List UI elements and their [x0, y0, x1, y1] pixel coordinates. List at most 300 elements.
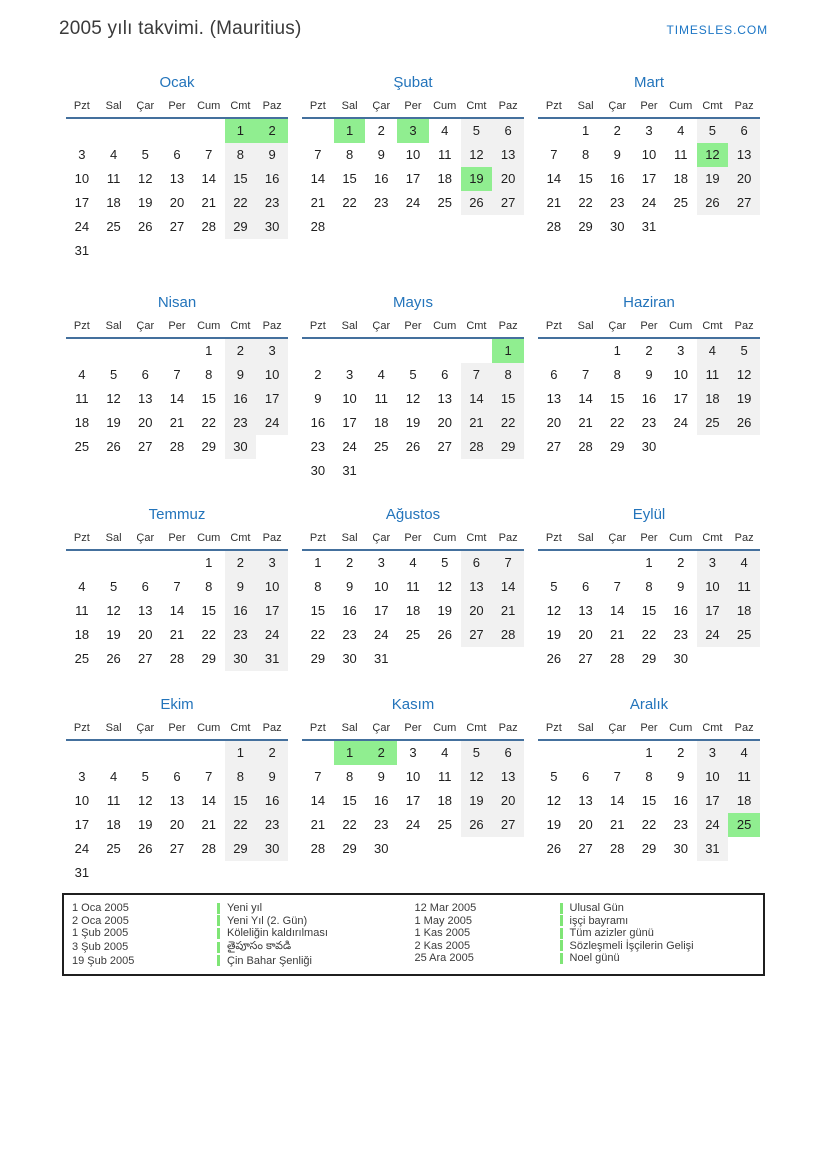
day-cell: 16	[374, 793, 389, 808]
day-cell: 5	[697, 119, 729, 143]
day-cell: 17	[697, 789, 729, 813]
day-cell: 14	[546, 171, 562, 186]
empty-cell	[728, 647, 760, 671]
day-cell: 7	[173, 367, 181, 382]
legend-column-1	[72, 902, 415, 967]
site-link[interactable]: TIMESLES.COM	[666, 23, 768, 37]
day-cell: 14	[169, 603, 185, 618]
legend-date: 1 May 2005	[414, 914, 472, 927]
legend-holiday-label: Ulusal Gün	[569, 902, 624, 915]
day-cell: 11	[106, 171, 121, 186]
day-cell: 23	[256, 813, 288, 837]
day-cell: 15	[201, 391, 216, 406]
month-title[interactable]: Aralık	[629, 696, 669, 713]
day-cell: 19	[546, 627, 562, 642]
empty-cell	[256, 239, 288, 263]
day-cell: 13	[169, 793, 185, 808]
empty-cell	[98, 119, 130, 143]
legend-holiday-name	[560, 952, 758, 964]
empty-cell	[365, 339, 397, 363]
day-cell: 6	[441, 367, 449, 382]
day-cell: 23	[673, 817, 688, 832]
month-days	[66, 551, 288, 671]
weekday-label: Cmt	[230, 100, 251, 112]
day-cell: 5	[141, 147, 149, 162]
day-cell: 27	[546, 439, 562, 454]
day-cell: 12	[106, 391, 121, 406]
day-cell: 26	[106, 651, 121, 666]
empty-cell	[429, 647, 461, 671]
day-cell: 6	[492, 741, 524, 765]
empty-cell	[129, 239, 161, 263]
day-cell: 14	[578, 391, 593, 406]
weekday-header	[302, 100, 524, 119]
day-cell: 12	[138, 793, 153, 808]
month-title[interactable]: Ağustos	[385, 506, 441, 523]
day-cell: 20	[492, 789, 524, 813]
day-cell: 16	[225, 387, 257, 411]
day-cell: 25	[697, 411, 729, 435]
weekday-header	[302, 722, 524, 741]
day-cell: 15	[578, 171, 593, 186]
empty-cell	[397, 837, 429, 861]
empty-cell	[334, 215, 366, 239]
weekday-label: Çar	[372, 100, 391, 112]
empty-cell	[538, 551, 570, 575]
empty-cell	[66, 551, 98, 575]
day-cell: 15	[342, 793, 357, 808]
empty-cell	[256, 435, 288, 459]
weekday-label: Cum	[669, 320, 693, 332]
empty-cell	[728, 837, 760, 861]
day-cell: 10	[641, 147, 657, 162]
day-cell: 25	[673, 195, 688, 210]
day-cell: 19	[437, 603, 452, 618]
weekday-label: Pzt	[73, 100, 90, 112]
empty-cell	[728, 435, 760, 459]
day-cell: 14	[201, 171, 216, 186]
month-title[interactable]: Nisan	[157, 294, 197, 311]
day-cell: 5	[109, 367, 118, 382]
day-cell: 1	[314, 555, 322, 570]
day-cell: 30	[673, 651, 688, 666]
day-cell: 10	[256, 575, 288, 599]
month-10	[66, 697, 288, 885]
day-cell: 2	[645, 343, 653, 358]
day-cell: 24	[673, 415, 688, 430]
legend-date: 25 Ara 2005	[414, 952, 474, 965]
day-cell: 24	[374, 627, 389, 642]
weekday-label: Çar	[608, 100, 627, 112]
empty-cell	[492, 647, 524, 671]
day-cell: 18	[673, 171, 688, 186]
weekday-header	[66, 320, 288, 339]
day-cell: 23	[256, 191, 288, 215]
empty-cell	[129, 119, 161, 143]
day-cell: 9	[345, 579, 354, 594]
empty-cell	[98, 861, 130, 885]
weekday-label: Paz	[734, 722, 754, 734]
month-4	[66, 295, 288, 507]
month-3	[538, 75, 760, 295]
empty-cell	[429, 339, 461, 363]
legend-holiday-label: Noel günü	[569, 952, 620, 965]
weekday-label: Cum	[433, 722, 457, 734]
empty-cell	[129, 551, 161, 575]
day-cell: 26	[405, 439, 421, 454]
weekday-label: Pzt	[545, 320, 562, 332]
day-cell: 14	[310, 793, 326, 808]
empty-cell	[193, 239, 225, 263]
holiday-marker-icon	[217, 942, 220, 953]
day-cell: 5	[550, 769, 558, 784]
day-cell: 12	[546, 793, 562, 808]
month-11	[302, 697, 524, 885]
day-cell: 30	[610, 219, 625, 234]
day-cell: 11	[75, 603, 89, 618]
day-cell: 15	[342, 171, 357, 186]
day-cell: 3	[377, 555, 385, 570]
day-cell: 26	[461, 813, 493, 837]
day-cell: 27	[138, 439, 153, 454]
day-cell: 12	[697, 143, 729, 167]
day-cell: 13	[492, 765, 524, 789]
empty-cell	[570, 551, 602, 575]
day-cell: 25	[74, 651, 90, 666]
weekday-label: Per	[404, 722, 422, 734]
month-title[interactable]: Şubat	[393, 74, 433, 91]
day-cell: 1	[645, 745, 653, 760]
empty-cell	[538, 119, 570, 143]
day-cell: 15	[641, 793, 657, 808]
empty-cell	[665, 435, 697, 459]
day-cell: 3	[256, 551, 288, 575]
weekday-label: Sal	[577, 320, 594, 332]
day-cell: 10	[74, 171, 90, 186]
day-cell: 18	[728, 789, 760, 813]
day-cell: 9	[256, 143, 288, 167]
day-cell: 16	[374, 171, 389, 186]
weekday-label: Cmt	[466, 532, 487, 544]
month-title[interactable]: Mart	[634, 74, 664, 91]
empty-cell	[492, 459, 524, 483]
day-cell: 20	[578, 817, 593, 832]
day-cell: 16	[641, 391, 657, 406]
day-cell: 18	[374, 415, 389, 430]
day-cell: 13	[138, 603, 153, 618]
day-cell: 9	[225, 575, 257, 599]
day-cell: 22	[610, 415, 625, 430]
day-cell: 20	[437, 415, 452, 430]
day-cell: 21	[461, 411, 493, 435]
month-1	[66, 75, 288, 295]
day-cell: 5	[461, 119, 493, 143]
day-cell: 7	[581, 367, 590, 382]
day-cell: 27	[437, 439, 452, 454]
weekday-header	[66, 100, 288, 119]
day-cell: 11	[406, 579, 420, 594]
day-cell: 19	[728, 387, 760, 411]
legend-holiday-name	[217, 927, 415, 939]
month-title[interactable]: Ekim	[160, 696, 194, 713]
empty-cell	[302, 339, 334, 363]
day-cell: 30	[310, 463, 326, 478]
day-cell: 28	[546, 219, 562, 234]
day-cell: 27	[492, 813, 524, 837]
day-cell: 16	[256, 789, 288, 813]
weekday-label: Çar	[608, 722, 627, 734]
day-cell: 27	[492, 191, 524, 215]
day-cell: 28	[578, 439, 593, 454]
legend-holiday-name	[217, 915, 415, 927]
day-cell: 16	[673, 603, 688, 618]
month-title[interactable]: Ocak	[159, 74, 195, 91]
empty-cell	[225, 861, 257, 885]
empty-cell	[161, 741, 193, 765]
day-cell: 28	[610, 841, 625, 856]
day-cell: 10	[374, 579, 389, 594]
day-cell: 2	[613, 123, 621, 138]
holiday-marker-icon	[560, 940, 563, 951]
day-cell: 17	[641, 171, 657, 186]
day-cell: 31	[342, 463, 357, 478]
empty-cell	[98, 339, 130, 363]
day-cell: 17	[697, 599, 729, 623]
weekday-label: Paz	[262, 100, 282, 112]
month-days	[538, 741, 760, 861]
day-cell: 5	[409, 367, 417, 382]
month-6	[538, 295, 760, 507]
day-cell: 13	[578, 603, 593, 618]
weekday-label: Paz	[498, 320, 518, 332]
month-title[interactable]: Haziran	[623, 294, 675, 311]
day-cell: 9	[225, 363, 257, 387]
empty-cell	[129, 339, 161, 363]
month-title[interactable]: Kasım	[391, 696, 435, 713]
day-cell: 28	[201, 841, 216, 856]
day-cell: 8	[314, 579, 322, 594]
holiday-marker-icon	[217, 903, 220, 914]
day-cell: 9	[613, 147, 621, 162]
day-cell: 31	[74, 243, 90, 258]
empty-cell	[334, 339, 366, 363]
empty-cell	[129, 861, 161, 885]
day-cell: 28	[169, 439, 185, 454]
day-cell: 18	[728, 599, 760, 623]
weekday-label: Cmt	[230, 722, 251, 734]
empty-cell	[429, 215, 461, 239]
legend-item	[72, 940, 415, 955]
day-cell: 6	[550, 367, 558, 382]
day-cell: 8	[345, 769, 354, 784]
day-cell: 13	[546, 391, 562, 406]
legend-holiday-label: Tüm azizler günü	[569, 927, 654, 940]
day-cell: 23	[342, 627, 357, 642]
weekday-label: Pzt	[73, 532, 90, 544]
weekday-label: Paz	[262, 722, 282, 734]
weekday-header	[538, 532, 760, 551]
empty-cell	[193, 119, 225, 143]
day-cell: 22	[578, 195, 593, 210]
weekday-label: Cum	[197, 320, 221, 332]
day-cell: 7	[205, 769, 213, 784]
day-cell: 18	[437, 793, 452, 808]
day-cell: 18	[106, 817, 121, 832]
weekday-label: Çar	[136, 532, 155, 544]
day-cell: 8	[225, 143, 257, 167]
weekday-label: Çar	[608, 320, 627, 332]
day-cell: 4	[441, 123, 449, 138]
month-days	[538, 551, 760, 671]
weekday-label: Sal	[105, 722, 122, 734]
day-cell: 29	[225, 215, 257, 239]
day-cell: 11	[75, 391, 89, 406]
weekday-header	[66, 532, 288, 551]
weekday-label: Pzt	[309, 320, 326, 332]
holiday-marker-icon	[560, 953, 563, 964]
day-cell: 2	[345, 555, 354, 570]
day-cell: 1	[225, 741, 257, 765]
weekday-label: Pzt	[545, 100, 562, 112]
weekday-label: Pzt	[545, 722, 562, 734]
day-cell: 7	[550, 147, 558, 162]
weekday-label: Per	[168, 722, 186, 734]
day-cell: 25	[106, 219, 121, 234]
day-cell: 3	[697, 741, 729, 765]
day-cell: 23	[225, 411, 257, 435]
day-cell: 31	[697, 837, 729, 861]
month-days	[66, 339, 288, 459]
weekday-label: Cmt	[230, 532, 251, 544]
day-cell: 15	[610, 391, 625, 406]
day-cell: 11	[697, 363, 729, 387]
day-cell: 30	[256, 215, 288, 239]
month-title[interactable]: Mayıs	[392, 294, 433, 311]
month-5	[302, 295, 524, 507]
day-cell: 10	[342, 391, 357, 406]
day-cell: 5	[141, 769, 149, 784]
weekday-label: Per	[640, 100, 658, 112]
day-cell: 28	[201, 219, 216, 234]
weekday-label: Cmt	[702, 100, 723, 112]
day-cell: 18	[74, 415, 90, 430]
day-cell: 9	[314, 391, 322, 406]
day-cell: 8	[581, 147, 590, 162]
day-cell: 23	[610, 195, 625, 210]
weekday-header	[302, 320, 524, 339]
legend-item	[72, 902, 415, 915]
empty-cell	[429, 459, 461, 483]
day-cell: 13	[437, 391, 452, 406]
day-cell: 9	[256, 765, 288, 789]
day-cell: 5	[550, 579, 558, 594]
day-cell: 4	[78, 367, 86, 382]
day-cell: 16	[225, 599, 257, 623]
day-cell: 4	[697, 339, 729, 363]
day-cell: 26	[697, 191, 729, 215]
month-title[interactable]: Temmuz	[148, 506, 206, 523]
day-cell: 24	[405, 817, 421, 832]
holiday-marker-icon	[560, 915, 563, 926]
day-cell: 21	[310, 195, 326, 210]
empty-cell	[601, 551, 633, 575]
day-cell: 22	[492, 411, 524, 435]
empty-cell	[538, 741, 570, 765]
legend-holiday-label: Sözleşmeli İşçilerin Gelişi	[569, 939, 694, 952]
day-cell: 4	[78, 579, 86, 594]
day-cell: 1	[205, 555, 213, 570]
day-cell: 22	[201, 415, 216, 430]
day-cell: 17	[405, 793, 421, 808]
holiday-marker-icon	[560, 928, 563, 939]
weekday-label: Sal	[577, 100, 594, 112]
weekday-label: Sal	[341, 532, 358, 544]
weekday-label: Pzt	[309, 532, 326, 544]
day-cell: 20	[578, 627, 593, 642]
day-cell: 11	[728, 575, 760, 599]
day-cell: 8	[613, 367, 621, 382]
day-cell: 29	[201, 651, 216, 666]
month-8	[302, 507, 524, 697]
day-cell: 4	[109, 769, 118, 784]
empty-cell	[302, 119, 334, 143]
day-cell: 19	[461, 789, 493, 813]
day-cell: 22	[641, 817, 657, 832]
day-cell: 30	[673, 841, 688, 856]
legend-item	[415, 902, 758, 915]
day-cell: 28	[461, 435, 493, 459]
day-cell: 18	[437, 171, 452, 186]
day-cell: 23	[374, 817, 389, 832]
weekday-header	[302, 532, 524, 551]
weekday-label: Cum	[197, 100, 221, 112]
day-cell: 4	[441, 745, 449, 760]
day-cell: 27	[138, 651, 153, 666]
day-cell: 7	[314, 147, 322, 162]
day-cell: 10	[405, 769, 421, 784]
day-cell: 3	[78, 147, 86, 162]
day-cell: 16	[673, 793, 688, 808]
day-cell: 14	[610, 793, 625, 808]
day-cell: 12	[437, 579, 452, 594]
legend-item	[415, 915, 758, 928]
legend-date: 1 Oca 2005	[72, 902, 129, 915]
day-cell: 1	[225, 119, 257, 143]
day-cell: 18	[74, 627, 90, 642]
weekday-header	[538, 320, 760, 339]
day-cell: 17	[256, 387, 288, 411]
month-title[interactable]: Eylül	[632, 506, 666, 523]
day-cell: 9	[377, 769, 385, 784]
day-cell: 13	[169, 171, 185, 186]
day-cell: 2	[314, 367, 322, 382]
day-cell: 13	[461, 575, 493, 599]
empty-cell	[697, 435, 729, 459]
weekday-label: Çar	[136, 722, 155, 734]
day-cell: 3	[409, 745, 417, 760]
day-cell: 12	[405, 391, 421, 406]
day-cell: 27	[728, 191, 760, 215]
month-days	[302, 119, 524, 239]
day-cell: 11	[437, 147, 452, 162]
day-cell: 26	[138, 841, 153, 856]
weekday-label: Çar	[136, 320, 155, 332]
weekday-label: Cum	[433, 532, 457, 544]
day-cell: 13	[492, 143, 524, 167]
legend-item	[415, 927, 758, 940]
empty-cell	[492, 837, 524, 861]
day-cell: 9	[677, 579, 685, 594]
